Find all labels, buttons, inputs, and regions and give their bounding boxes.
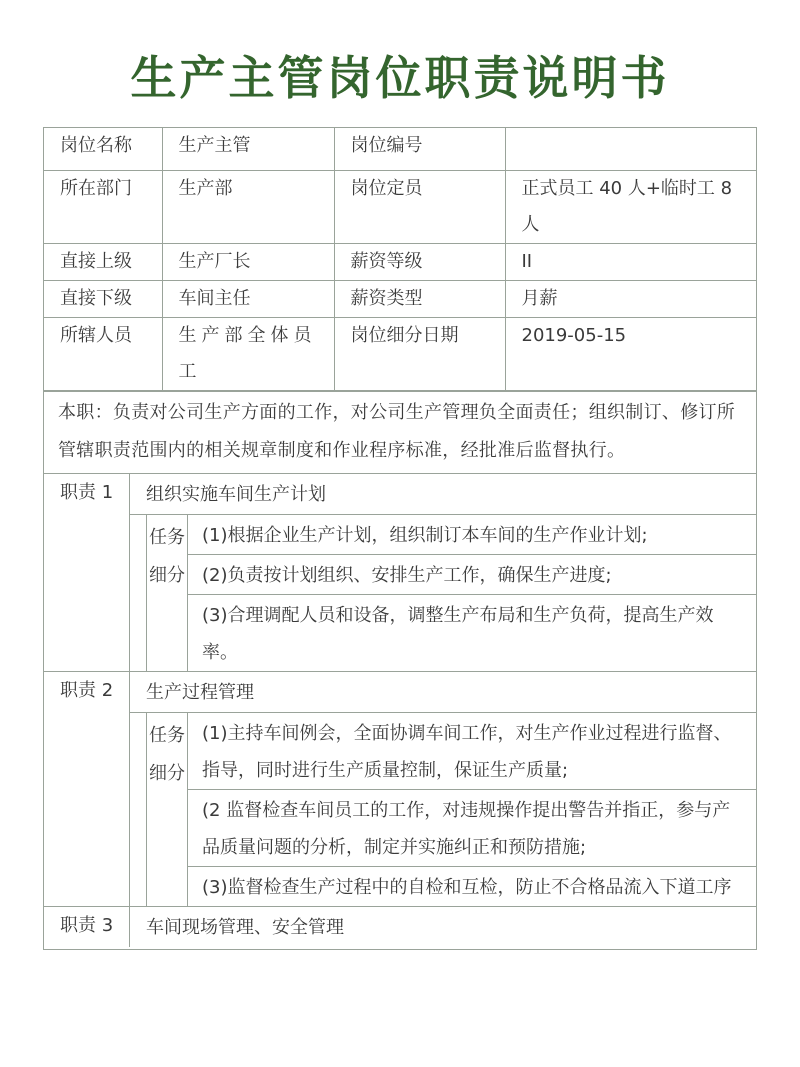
responsibility-1 xyxy=(44,473,756,671)
label-headcount: 岗位定员 xyxy=(334,171,505,244)
value-position-code xyxy=(505,128,756,171)
responsibility-title: 生产过程管理 xyxy=(146,682,254,703)
label-direct-superior: 直接上级 xyxy=(44,244,162,281)
value-department: 生产部 xyxy=(162,171,334,244)
value-subdivision-date: 2019-05-15 xyxy=(505,318,756,391)
task-indent xyxy=(130,713,146,906)
task-breakdown xyxy=(130,514,756,671)
label-position-code: 岗位编号 xyxy=(334,128,505,171)
info-row-subordinate xyxy=(44,281,756,318)
task-breakdown xyxy=(130,712,756,906)
responsibility-body xyxy=(130,907,756,949)
task-list xyxy=(188,713,756,906)
task-indent xyxy=(130,515,146,671)
task-item: (3)合理调配人员和设备，调整生产布局和生产负荷，提高生产效率。 xyxy=(188,594,756,671)
label-salary-grade: 薪资等级 xyxy=(334,244,505,281)
task-item: (1)主持车间例会，全面协调车间工作，对生产作业过程进行监督、指导，同时进行生产质量控制，保证生产质量; xyxy=(202,723,732,781)
responsibility-title: 组织实施车间生产计划 xyxy=(146,484,326,505)
responsibility-label: 职责 3 xyxy=(44,907,130,947)
responsibility-label: 职责 2 xyxy=(44,672,130,906)
label-position-name: 岗位名称 xyxy=(44,128,162,171)
task-breakdown-label: 任务细分 xyxy=(146,515,188,671)
responsibility-body xyxy=(130,474,756,671)
info-row-position xyxy=(44,128,756,171)
basic-info-table xyxy=(44,128,756,391)
value-salary-grade: II xyxy=(505,244,756,281)
responsibility-title: 车间现场管理、安全管理 xyxy=(146,917,344,938)
info-row-personnel xyxy=(44,318,756,391)
task-item: (3)监督检查生产过程中的自检和互检，防止不合格品流入下道工序 xyxy=(188,866,756,906)
responsibility-label: 职责 1 xyxy=(44,474,130,671)
value-direct-subordinate: 车间主任 xyxy=(162,281,334,318)
task-item: (2 监督检查车间员工的工作，对违规操作提出警告并指正，参与产品质量问题的分析，制定并实施纠正和预防措施; xyxy=(188,789,756,866)
job-description-table xyxy=(43,127,757,950)
info-row-department xyxy=(44,171,756,244)
responsibility-body xyxy=(130,672,756,906)
responsibility-3 xyxy=(44,906,756,949)
label-subdivision-date: 岗位细分日期 xyxy=(334,318,505,391)
label-department: 所在部门 xyxy=(44,171,162,244)
info-row-superior xyxy=(44,244,756,281)
value-direct-superior: 生产厂长 xyxy=(162,244,334,281)
value-position-name: 生产主管 xyxy=(162,128,334,171)
value-personnel: 生产部全体员工 xyxy=(162,318,334,391)
task-breakdown-label: 任务细分 xyxy=(146,713,188,906)
task-list xyxy=(188,515,756,671)
page-title: 生产主管岗位职责说明书 xyxy=(130,51,670,105)
value-salary-type: 月薪 xyxy=(505,281,756,318)
responsibility-2 xyxy=(44,671,756,906)
value-headcount: 正式员工 40 人+临时工 8 人 xyxy=(505,171,756,244)
label-direct-subordinate: 直接下级 xyxy=(44,281,162,318)
label-salary-type: 薪资类型 xyxy=(334,281,505,318)
task-item: (2)负责按计划组织、安排生产工作，确保生产进度; xyxy=(188,554,756,594)
duty-summary: 本职：负责对公司生产方面的工作，对公司生产管理负全面责任；组织制订、修订所管辖职责范围内的相关规章制度和作业程序标准，经批准后监督执行。 xyxy=(44,391,756,473)
label-personnel: 所辖人员 xyxy=(44,318,162,391)
task-item: (1)根据企业生产计划，组织制订本车间的生产作业计划; xyxy=(202,525,648,546)
